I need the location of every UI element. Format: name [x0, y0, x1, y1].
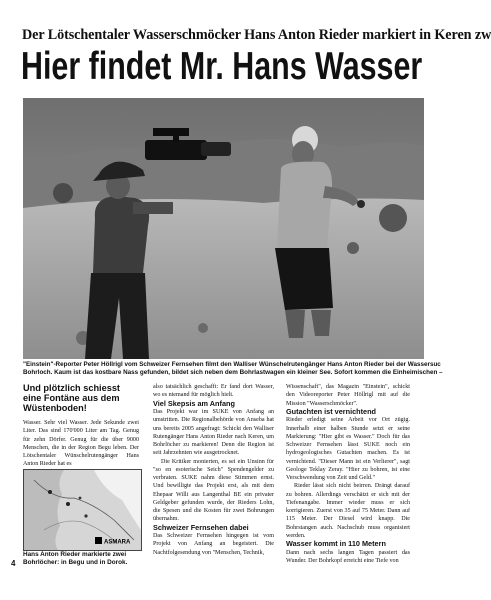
- photo-caption: [23, 361, 443, 377]
- column-2-paragraph-4: Das Schweizer Fernsehen hingegen ist vom Projekt von Anfang an begeistert. Die Nachtfolgesendung von "Menschen, Technik,: [153, 533, 274, 556]
- map-caption: Hans Anton Rieder markierte zwei Bohrlöcher: in Begu und in Dorok.: [23, 551, 128, 567]
- map-marker-asmara: [95, 537, 102, 544]
- photo-caption-line-2: Bohrloch. Kaum ist das kostbare Nass gefunden, bildet sich neben dem Bohrlastwagen ein kleiner See. Sofort kommen die Einheimischen –: [23, 369, 443, 376]
- column-2-paragraph-1: also tatsächlich geschafft: Er fand dort Wasser, wo es niemand für möglich hielt.: [153, 384, 274, 399]
- column-3-paragraph-3: Rieder lässt sich nicht beirren. Drängt darauf zu bohren. Allerdings verschätzt er sich mit der Tiefenangabe. Immer wieder muss er sich korrigieren. Zuerst von 35 auf 75 Meter. Dann auf 115 Meter. Der Diesel wird knapp. Die Bohrstangen auch. Nachschub muss organisiert werden.: [286, 483, 410, 539]
- column-3-paragraph-1: Wissenschaft", das Magazin "Einstein", schickt den Videoreporter Peter Höllrigl mit auf die Mission "Wasserschmöcker".: [286, 384, 410, 407]
- column-1: [23, 383, 139, 469]
- column-3-paragraph-4: Dann nach sechs langen Tagen passiert das Wunder. Der Bohrkopf erreicht eine Tiefe von: [286, 549, 410, 564]
- column-2-section-head-1: Viel Skepsis am Anfang: [153, 398, 235, 408]
- column-3-paragraph-2: Rieder erledigt seine Arbeit vor Ort zügig. Innerhalb einer halben Stunde setzt er seine Markierung: "Hier gibt es Wasser." Doch für das Schweizer Fernsehen lässt SUKE noch ein hydrogeologisches Gutachten machen. Es ist vernichtend. "Dieser Mann ist ein Verlierer", sagt Geologe Teklay Zeray. "Hier zu bohren, ist eine Verschwendung von Zeit und Geld.": [286, 417, 410, 481]
- map-marker-dorok: [66, 502, 70, 506]
- column-2-paragraph-2: Das Projekt war im SUKE von Anfang an umstritten. Die Regionalbehörde von Anseba hat uns bereits 2005 angefragt: Schickt den Walliser Rutengänger Hans Anton Rieder nach Keren, um Bohrlöcher zu markieren! Denn die Region ist seit Jahrzehnten wie ausgetrocknet.: [153, 409, 274, 457]
- article-kicker: Der Lötschentaler Wasserschmöcker Hans Anton Rieder markiert in Keren zw: [22, 27, 491, 43]
- photo-caption-line-1: "Einstein"-Reporter Peter Höllrigl vom Schweizer Fernsehen filmt den Walliser Wünschelrutengänger Hans Anton Rieder bei der Wassersuc: [23, 361, 441, 368]
- column-2-section-head-2: Schweizer Fernsehen dabei: [153, 522, 249, 532]
- column-2-paragraph-3: Die Kritiker monierten, es sei ein Unsinn für "so en esoterische Seich" Spendengelder zu verbraten. SUKE nahm diese Stimmen ernst. Und bewilligte das Projekt erst, als mit dem Ehepaar Willi aus Langenthal BE ein privater Geldgeber gefunden wurde, der Rieders Lohn, die Spesen und die Kosten für zwei Bohrungen übernahm.: [153, 458, 274, 523]
- column-3: [286, 383, 410, 565]
- column-3-section-head-2: Wasser kommt in 110 Metern: [286, 539, 386, 548]
- column-3-section-head-1: Gutachten ist vernichtend: [286, 406, 377, 416]
- column-1-paragraph-1: Wasser. Sehr viel Wasser. Jede Sekunde zwei Liter. Das sind 170'000 Liter am Tag. Genug für zehn Dörfer. Genug für die über 9000 Menschen, die in der Region Begu leben. Der Lötschentaler Wünschelrutengänger Hans Anton Rieder hat es: [23, 420, 139, 468]
- map-illustration: [24, 470, 141, 550]
- column-1-subheadline: Und plötzlich schiesst eine Fontäne aus dem Wüstenboden!: [23, 383, 120, 413]
- map-city-label: ASMARA: [104, 539, 131, 546]
- page-number: 4: [11, 559, 16, 568]
- region-map: [23, 469, 142, 551]
- map-marker-begu: [48, 490, 52, 494]
- column-2: [153, 383, 274, 557]
- article-photo: [23, 98, 424, 359]
- article-headline: Hier findet Mr. Hans Wasser: [21, 45, 423, 88]
- photo-illustration: [23, 98, 424, 359]
